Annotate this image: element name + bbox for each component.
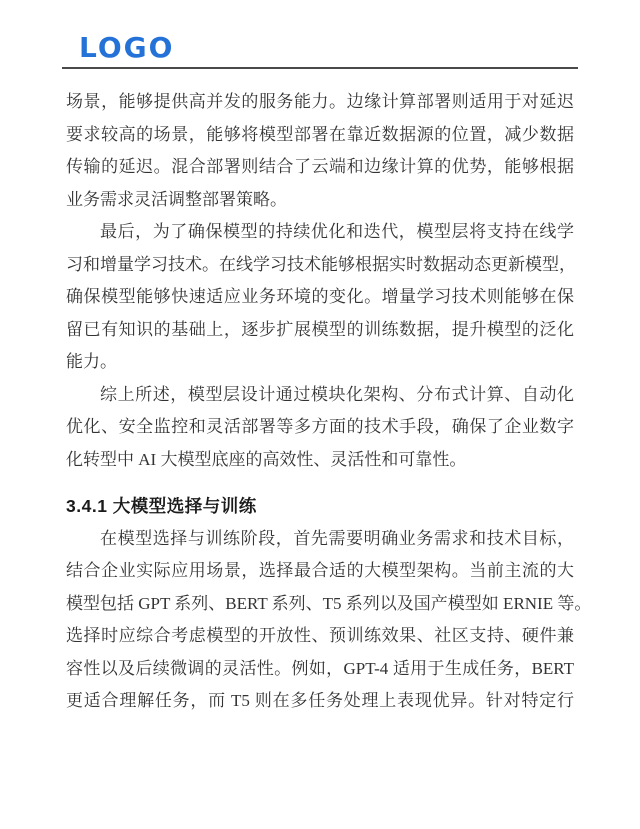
body-text-line: 场景，能够提供高并发的服务能力。边缘计算部署则适用于对延迟 [66,92,574,111]
body-text-line: 要求较高的场景，能够将模型部署在靠近数据源的位置，减少数据 [66,124,574,144]
paragraph [66,216,574,379]
section-heading: 3.4.1 大模型选择与训练 [66,496,257,516]
body-text-line: 在模型选择与训练阶段，首先需要明确业务需求和技术目标， [100,528,574,548]
body-text-line: 优化、安全监控和灵活部署等多方面的技术手段，确保了企业数字 [66,417,574,436]
body-text-line: 更适合理解任务，而 T5 则在多任务处理上表现优异。针对特定行 [66,691,574,710]
body-text-line: 化转型中 AI 大模型底座的高效性、灵活性和可靠性。 [66,449,467,469]
paragraph [66,379,574,477]
document-body [66,86,592,718]
body-text-line: 确保模型能够快速适应业务环境的变化。增量学习技术则能够在保 [66,287,574,306]
header-divider [62,67,578,69]
body-text-line: 综上所述，模型层设计通过模块化架构、分布式计算、自动化 [100,384,574,404]
body-text-line: 习和增量学习技术。在线学习技术能够根据实时数据动态更新模型， [66,254,576,274]
body-text-line: 业务需求灵活调整部署策略。 [66,189,287,209]
body-text-line: 传输的延迟。混合部署则结合了云端和边缘计算的优势，能够根据 [66,157,574,176]
body-text-line: 模型包括 GPT 系列、BERT 系列、T5 系列以及国产模型如 ERNIE 等。 [66,593,592,613]
body-text-line: 能力。 [66,352,117,371]
body-text-line: 留已有知识的基础上，逐步扩展模型的训练数据，提升模型的泛化 [66,319,574,339]
paragraph [66,523,592,718]
paragraph [66,86,574,216]
body-text-line: 选择时应综合考虑模型的开放性、预训练效果、社区支持、硬件兼 [66,626,574,645]
body-text-line: 最后，为了确保模型的持续优化和迭代，模型层将支持在线学 [100,222,574,241]
company-logo: LOGO [79,31,175,64]
body-text-line: 结合企业实际应用场景，选择最合适的大模型架构。当前主流的大 [66,561,574,580]
body-text-line: 容性以及后续微调的灵活性。例如，GPT-4 适用于生成任务，BERT [66,658,574,678]
